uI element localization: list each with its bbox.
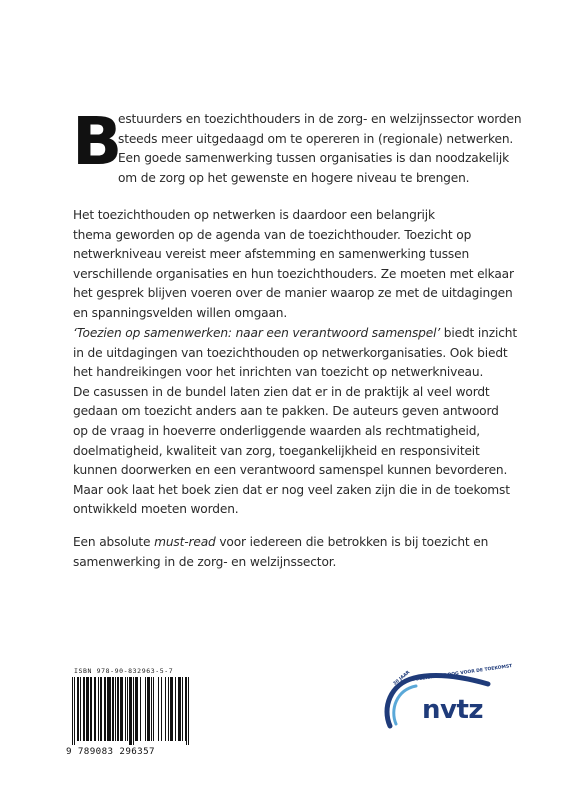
barcode-bar: [80, 677, 81, 741]
text-line: het gesprek blijven voeren over de manier waarop ze met de uitdagingen: [73, 286, 513, 301]
text-line: doelmatigheid, kwaliteit van zorg, toegankelijkheid en responsiviteit: [73, 443, 480, 458]
text-line: ‘Toezien op samenwerken: naar een verantwoord samenspel’ biedt inzicht: [73, 326, 517, 340]
barcode-bar: [130, 677, 131, 745]
barcode-bar: [178, 677, 179, 741]
barcode-bar: [145, 677, 146, 741]
barcode-bar: [135, 677, 136, 741]
text-line: De casussen in de bundel laten zien dat er in de praktijk al veel wordt: [73, 384, 490, 399]
isbn-barcode: [66, 667, 194, 757]
text-line: het handreikingen voor het inrichten van toezicht op netwerkniveau.: [73, 365, 484, 380]
barcode-bar: [90, 677, 91, 741]
barcode-bar: [115, 677, 116, 741]
barcode-bar: [98, 677, 99, 741]
text-line: om de zorg op het gewenste en hogere niveau te brengen.: [118, 170, 470, 185]
barcode-bar: [88, 677, 89, 741]
barcode-bar: [77, 677, 78, 741]
barcode-bar: [72, 677, 73, 745]
text-line: kunnen doorwerken en een verantwoord samenspel kunnen bevorderen.: [73, 463, 508, 478]
barcode-bar: [165, 677, 166, 741]
text-line: verschillende organisaties en hun toezichthouders. Ze moeten met elkaar: [73, 266, 514, 281]
text-line: Het toezichthouden op netwerken is daardoor een belangrijk: [73, 208, 435, 222]
barcode-bar: [131, 677, 132, 745]
barcode-bar: [151, 677, 152, 741]
isbn-digits: 9 789083 296357: [66, 746, 155, 757]
text-line: op de vraag in hoeverre onderliggende waarden als rechtmatigheid,: [73, 423, 480, 438]
barcode-bar: [133, 677, 134, 745]
isbn-label: ISBN 978-90-832963-5-7: [74, 667, 174, 675]
text-line: estuurders en toezichthouders in de zorg- en welzijnssector worden: [118, 112, 522, 126]
barcode-bar: [186, 677, 187, 745]
logo-tagline: TOEZIEN MET OOG VOOR DE TOEKOMST: [412, 664, 513, 683]
barcode-bar: [171, 677, 172, 741]
barcode-bar: [113, 677, 114, 741]
nvtz-logo: [376, 656, 513, 736]
text-line: steeds meer uitgedaagd om te opereren in (regionale) netwerken.: [118, 131, 514, 146]
barcode-bar: [153, 677, 154, 741]
barcode-bar: [168, 677, 169, 741]
text-line: gedaan om toezicht anders aan te pakken. De auteurs geven antwoord: [73, 404, 499, 419]
intro-paragraph: [72, 103, 522, 188]
text-line: Een absolute must-read voor iedereen die betrokken is bij toezicht en: [73, 535, 489, 549]
barcode-bar: [148, 677, 149, 741]
barcode-bar: [149, 677, 150, 741]
barcode-bar: [118, 677, 119, 741]
barcode-bar: [120, 677, 121, 741]
barcode-bar: [74, 677, 75, 745]
barcode-bar: [170, 677, 171, 741]
book-description-paragraph: [73, 324, 517, 520]
barcode-bar: [100, 677, 101, 741]
logo-wordmark: nvtz: [422, 695, 484, 725]
barcode-bar: [180, 677, 181, 741]
barcode-bar: [105, 677, 106, 741]
barcode-bar: [185, 677, 186, 741]
barcode-bar: [86, 677, 87, 741]
text-line: Maar ook laat het boek zien dat er nog veel zaken zijn die in de toekomst: [73, 482, 510, 497]
barcode-bar: [182, 677, 183, 741]
barcode-bar: [161, 677, 162, 741]
barcode-bar: [110, 677, 111, 741]
text-line: ontwikkeld moeten worden.: [73, 502, 239, 517]
barcode-bar: [83, 677, 84, 741]
barcode-bar: [172, 677, 173, 741]
barcode-bar: [188, 677, 189, 745]
barcode-bar: [95, 677, 96, 741]
barcode-bar: [108, 677, 109, 741]
barcode-bar: [78, 677, 79, 741]
barcode-bar: [112, 677, 113, 741]
barcode-bar: [109, 677, 110, 741]
network-paragraph: [73, 206, 513, 324]
barcode-bar: [104, 677, 105, 741]
text-line: samenwerking in de zorg- en welzijnssector.: [73, 554, 337, 569]
barcode-bar: [136, 677, 137, 741]
barcode-bar: [129, 677, 130, 745]
text-line: thema geworden op de agenda van de toezichthouder. Toezicht op: [73, 227, 472, 242]
barcode-bar: [101, 677, 102, 741]
text-line: en spanningsvelden willen omgaan.: [73, 305, 288, 320]
barcode-bar: [125, 677, 126, 741]
barcode-bar: [137, 677, 138, 741]
barcode-bar: [179, 677, 180, 741]
barcode-bars: [66, 677, 194, 747]
barcode-bar: [127, 677, 128, 741]
text-line: Een goede samenwerking tussen organisaties is dan noodzakelijk: [118, 151, 510, 166]
text-line: in de uitdagingen van toezichthouden op netwerkorganisaties. Ook biedt: [73, 345, 508, 360]
drop-cap: B: [72, 103, 123, 180]
barcode-bar: [91, 677, 92, 741]
must-read-emphasis: must-read: [154, 535, 216, 549]
recommendation-paragraph: [73, 533, 513, 572]
barcode-bar: [175, 677, 176, 741]
barcode-bar: [122, 677, 123, 741]
barcode-bar: [94, 677, 95, 741]
barcode-bar: [121, 677, 122, 741]
logo-years: 30 JAAR: [392, 670, 412, 687]
barcode-bar: [84, 677, 85, 741]
barcode-bar: [158, 677, 159, 741]
book-title: ‘Toezien op samenwerken: naar een verantwoord samenspel’: [73, 326, 441, 340]
barcode-bar: [147, 677, 148, 741]
barcode-bar: [117, 677, 118, 741]
barcode-bar: [140, 677, 141, 741]
barcode-bar: [107, 677, 108, 741]
barcode-bar: [87, 677, 88, 741]
text-line: netwerkniveau vereist meer afstemming en samenwerking tussen: [73, 247, 470, 262]
